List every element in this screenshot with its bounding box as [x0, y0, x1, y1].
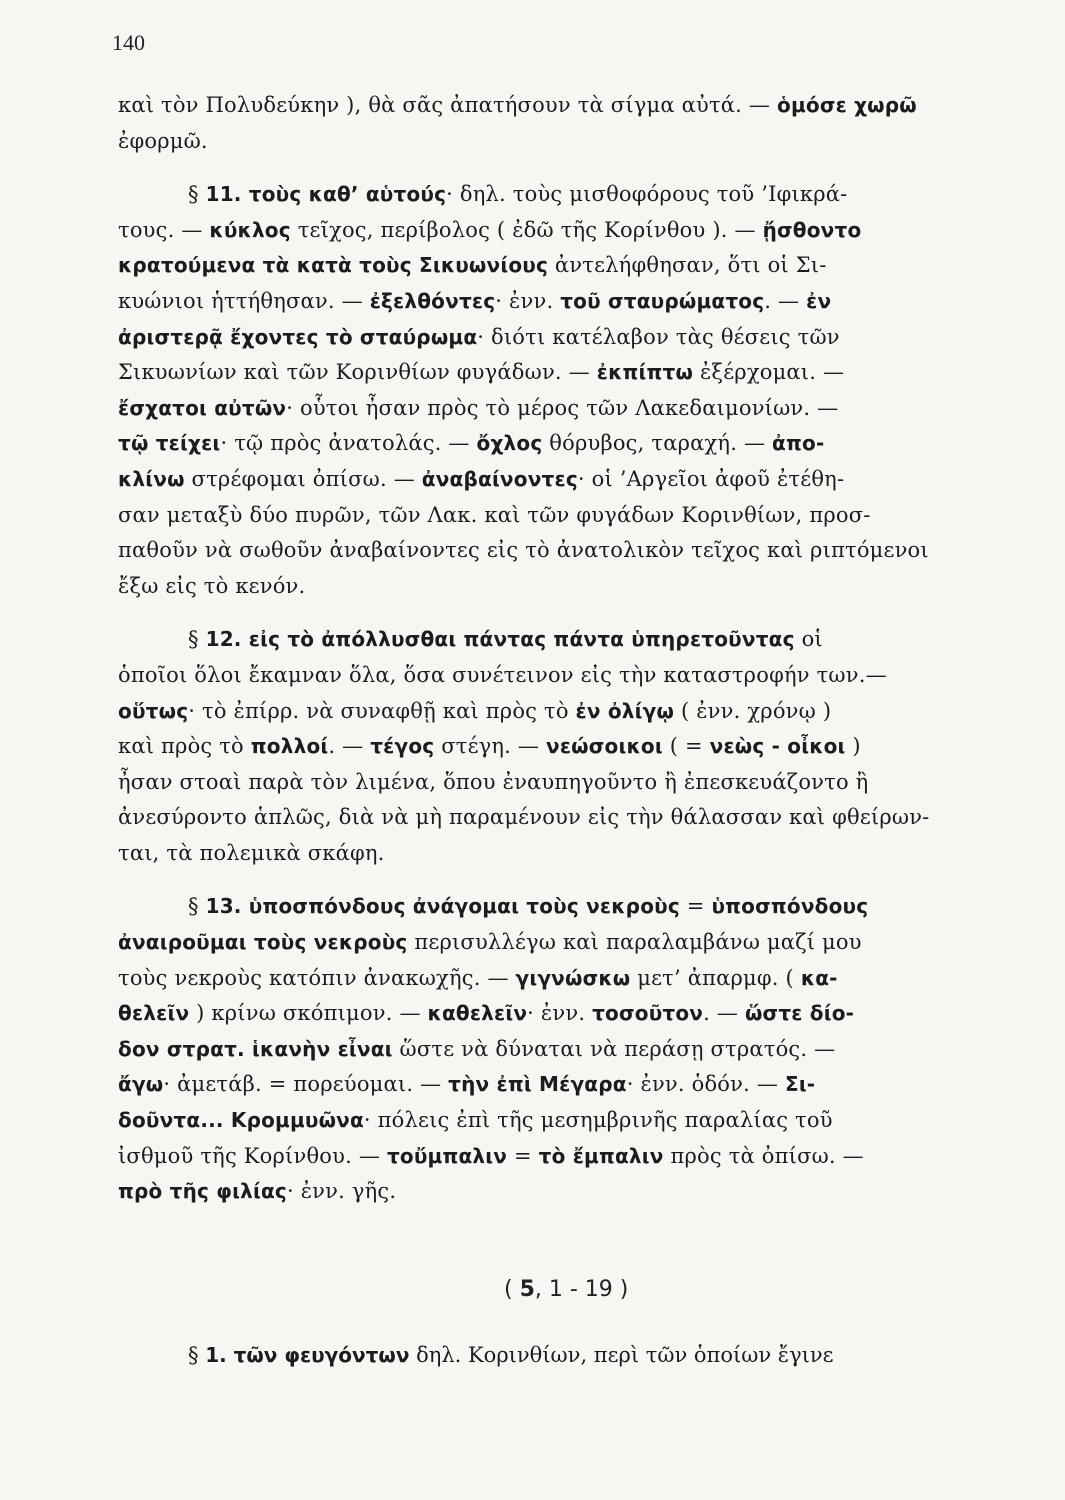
text-line: [118, 889, 1008, 925]
section-heading-rest: , 1 - 19 ): [534, 1277, 629, 1302]
lemma-term: ἔσχατοι αὐτῶν: [118, 395, 287, 420]
gloss-text: θόρυβος, ταραχή. —: [542, 431, 773, 456]
gloss-text: ) κρίνω σκόπιμον. —: [189, 1001, 428, 1026]
text-line: [118, 658, 1008, 694]
lemma-term: κα-: [800, 965, 838, 990]
lemma-term: τῷ τείχει: [118, 431, 221, 456]
gloss-text: · τῷ πρὸς ἀνατολάς. —: [220, 431, 477, 456]
text-line: [118, 355, 1008, 391]
section-heading-open: (: [504, 1277, 520, 1302]
gloss-text: στρέφομαι ὀπίσω. —: [184, 466, 422, 491]
text-line: [118, 569, 1008, 605]
gloss-text: · ἐνν. γῆς.: [286, 1179, 397, 1204]
gloss-text: · διότι κατέλαβον τὰς θέσεις τῶν: [477, 324, 840, 349]
lemma-term: ἀπο-: [772, 431, 825, 456]
text-line: [118, 729, 1008, 765]
lemma-term: κύκλος: [209, 217, 291, 242]
lemma-term: ὥστε δίο-: [744, 1001, 855, 1026]
gloss-text: σαν μεταξὺ δύο πυρῶν, τῶν Λακ. καὶ τῶν φυγάδων Κορινθίων, προσ-: [118, 502, 871, 527]
gloss-text: ἔξω εἰς τὸ κενόν.: [118, 573, 306, 598]
gloss-text: §: [188, 894, 206, 919]
lemma-term: ἐν: [806, 288, 832, 313]
text-line: [118, 925, 1008, 961]
gloss-text: Σικυωνίων καὶ τῶν Κορινθίων φυγάδων. —: [118, 360, 597, 385]
lemma-term: θελεῖν: [118, 1001, 190, 1026]
lemma-term: ὁμόσε χωρῶ: [777, 93, 917, 117]
gloss-text: =: [679, 894, 712, 919]
text-line: [118, 1174, 1008, 1210]
commentary-text: [118, 88, 1008, 1210]
text-line: [118, 836, 1008, 872]
lemma-term: πρὸ τῆς φιλίας: [118, 1179, 287, 1204]
section-heading: [504, 1277, 628, 1302]
gloss-text: . —: [703, 1001, 745, 1026]
gloss-text: στέγη. —: [434, 734, 547, 759]
lemma-term: ἐκπίπτω: [596, 360, 694, 385]
text-line: [118, 533, 1008, 569]
lemma-term: ἀναβαίνοντες: [421, 466, 578, 491]
section-heading-chapter: 5: [519, 1277, 535, 1302]
gloss-text: ἐφορμῶ.: [118, 128, 208, 153]
gloss-text: · οἱ ’Αργεῖοι ἀφοῦ ἐτέθη-: [577, 466, 845, 491]
gloss-text: · οὗτοι ἦσαν πρὸς τὸ μέρος τῶν Λακεδαιμονίων. —: [286, 395, 839, 420]
text-line: [118, 391, 1008, 427]
text-line: [118, 694, 1008, 730]
gloss-text: ἰσθμοῦ τῆς Κορίνθου. —: [118, 1143, 387, 1168]
gloss-text: καὶ πρὸς τὸ: [118, 734, 251, 759]
gloss-text: §: [188, 182, 206, 207]
text-line: [118, 622, 1008, 658]
gloss-text: μετ’ ἀπαρμφ. (: [630, 965, 801, 990]
gloss-text: §: [188, 1343, 206, 1367]
text-line: [118, 88, 1008, 124]
text-line: [118, 498, 1008, 534]
lemma-term: νεὼς - οἶκοι: [709, 734, 846, 759]
gloss-text: ἦσαν στοαὶ παρὰ τὸν λιμένα, ὅπου ἐναυπηγοῦντο ἢ ἐπεσκευάζοντο ἢ: [118, 769, 869, 794]
lemma-term: ὑποσπόνδους: [711, 894, 869, 919]
lemma-term: 12. εἰς τὸ ἀπόλλυσθαι πάντας πάντα ὑπηρετοῦντας: [205, 627, 795, 652]
lemma-term: ἄγω: [118, 1072, 164, 1097]
lemma-term: κλίνω: [118, 466, 185, 491]
text-line: [118, 1032, 1008, 1068]
gloss-text: τεῖχος, περίβολος ( ἐδῶ τῆς Κορίνθου ). —: [290, 217, 763, 242]
lemma-term: τέγος: [370, 734, 435, 759]
lemma-term: κρατούμενα τὰ κατὰ τοὺς Σικυωνίους: [118, 253, 549, 278]
gloss-text: καὶ τὸν Πολυδεύκην ), θὰ σᾶς ἀπατήσουν τὰ σίγμα αὐτά. —: [118, 93, 778, 117]
lemma-term: 1. τῶν φευγόντων: [205, 1343, 410, 1367]
gloss-text: κυώνιοι ἡττήθησαν. —: [118, 288, 370, 313]
gloss-text: ἐξέρχομαι. —: [693, 360, 845, 385]
lemma-term: δον στρατ. ἱκανὴν εἶναι: [118, 1036, 393, 1061]
gloss-text: δηλ. Κορινθίων, περὶ τῶν ὁποίων ἔγινε: [409, 1343, 834, 1367]
gloss-text: τους. —: [118, 217, 210, 242]
gloss-text: ὁποῖοι ὅλοι ἔκαμναν ὅλα, ὅσα συνέτεινον εἰς τὴν καταστροφήν των.—: [118, 662, 887, 687]
gloss-text: · ἐνν.: [527, 1001, 593, 1026]
gloss-text: ( =: [662, 734, 710, 759]
gloss-text: παθοῦν νὰ σωθοῦν ἀναβαίνοντες εἰς τὸ ἀνατολικὸν τεῖχος καὶ ριπτόμενοι: [118, 538, 929, 563]
text-line: [118, 124, 1008, 160]
text-line: [118, 996, 1008, 1032]
gloss-text: · δηλ. τοὺς μισθοφόρους τοῦ ’Ιφικρά-: [446, 182, 848, 207]
lemma-term: ἀριστερᾷ ἔχοντες τὸ σταύρωμα: [118, 324, 478, 349]
gloss-text: · τὸ ἐπίρρ. νὰ συναφθῇ καὶ πρὸς τὸ: [188, 698, 576, 723]
gloss-text: =: [507, 1143, 539, 1168]
text-line: [118, 248, 1008, 284]
lemma-term: 11. τοὺς καθ’ αὑτούς: [205, 182, 447, 207]
gloss-text: τοὺς νεκροὺς κατόπιν ἀνακωχῆς. —: [118, 965, 516, 990]
lemma-term: ἐξελθόντες: [369, 288, 496, 313]
page-number: 140: [112, 30, 145, 55]
lemma-term: οὕτως: [118, 698, 189, 723]
text-line: [118, 426, 1008, 462]
text-line: [118, 1067, 1008, 1103]
text-line: [118, 177, 1008, 213]
gloss-text: ): [845, 734, 861, 759]
gloss-text: §: [188, 627, 206, 652]
gloss-text: · ἀμετάβ. = πορεύομαι. —: [163, 1072, 449, 1097]
gloss-text: · πόλεις ἐπὶ τῆς μεσημβρινῆς παραλίας τοῦ: [363, 1108, 833, 1133]
lemma-term: 13. ὑποσπόνδους ἀνάγομαι τοὺς νεκροὺς: [205, 894, 680, 919]
lemma-term: τοῦ σταυρώματος: [560, 288, 765, 313]
lemma-term: νεώσοικοι: [546, 734, 663, 759]
lemma-term: δοῦντα... Κρομμυῶνα: [118, 1108, 364, 1133]
gloss-text: οἱ: [794, 627, 823, 652]
text-line: [118, 284, 1008, 320]
lemma-term: γιγνώσκω: [515, 965, 631, 990]
gloss-text: ( ἐνν. χρόνῳ ): [674, 698, 832, 723]
text-line: [118, 1103, 1008, 1139]
gloss-text: . —: [328, 734, 371, 759]
last-line: [188, 1338, 1018, 1374]
text-line: [118, 800, 1008, 836]
lemma-term: καθελεῖν: [427, 1001, 528, 1026]
text-line: [118, 765, 1008, 801]
text-line: [118, 462, 1008, 498]
gloss-text: ἀντελήφθησαν, ὅτι οἱ Σι-: [548, 253, 827, 278]
text-line: [118, 961, 1008, 997]
gloss-text: ὥστε νὰ δύναται νὰ περάσῃ στρατός. —: [392, 1036, 836, 1061]
lemma-term: ᾔσθοντο: [762, 217, 862, 242]
gloss-text: · ἐνν.: [495, 288, 561, 313]
gloss-text: · ἐνν. ὁδόν. —: [626, 1072, 785, 1097]
lemma-term: Σι-: [784, 1072, 816, 1097]
lemma-term: ἀναιροῦμαι τοὺς νεκροὺς: [118, 930, 408, 955]
lemma-term: ἐν ὀλίγῳ: [575, 698, 675, 723]
gloss-text: πρὸς τὰ ὀπίσω. —: [663, 1143, 864, 1168]
gloss-text: ται, τὰ πολεμικὰ σκάφη.: [118, 840, 385, 865]
lemma-term: τοσοῦτον: [592, 1001, 704, 1026]
text-line: [118, 1139, 1008, 1175]
text-line: [118, 320, 1008, 356]
text-line: [118, 213, 1008, 249]
gloss-text: . —: [764, 288, 807, 313]
lemma-term: τὴν ἐπὶ Μέγαρα: [448, 1072, 627, 1097]
gloss-text: ἀνεσύροντο ἁπλῶς, διὰ νὰ μὴ παραμένουν εἰς τὴν θάλασσαν καὶ φθείρων-: [118, 805, 930, 830]
gloss-text: περισυλλέγω καὶ παραλαμβάνω μαζί μου: [407, 930, 862, 955]
lemma-term: τὸ ἔμπαλιν: [538, 1143, 664, 1168]
lemma-term: τοὔμπαλιν: [386, 1143, 508, 1168]
lemma-term: πολλοί: [250, 734, 329, 759]
lemma-term: ὄχλος: [476, 431, 543, 456]
